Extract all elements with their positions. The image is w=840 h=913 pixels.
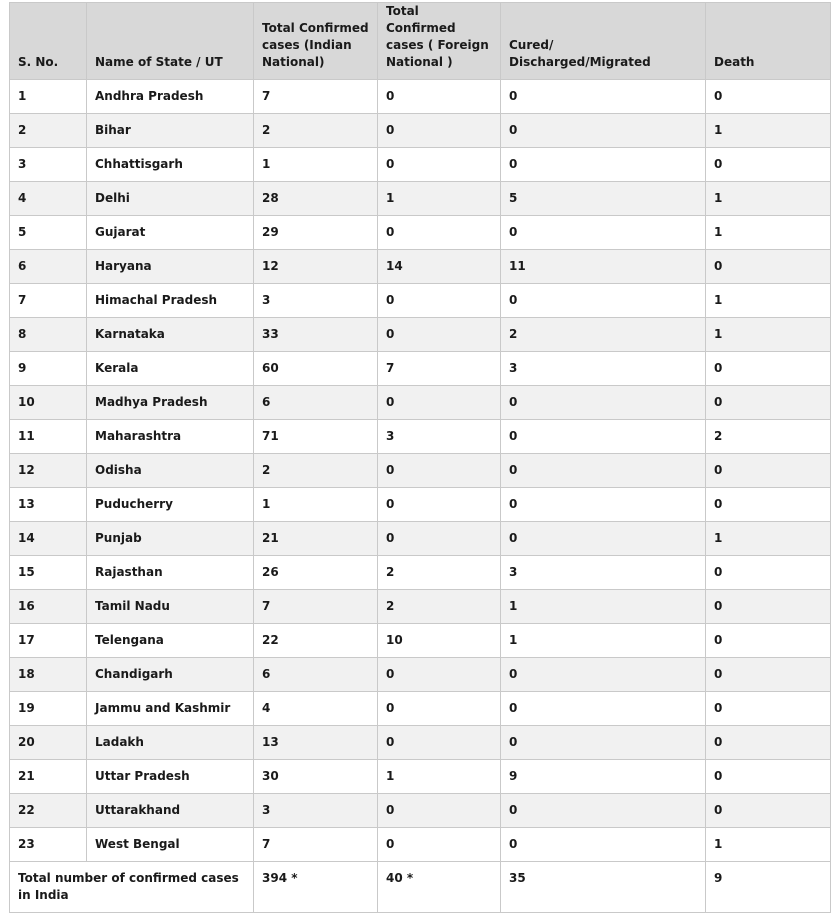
cell-cured: 0 bbox=[501, 488, 706, 522]
cell-state-name: Puducherry bbox=[87, 488, 254, 522]
cell-state-name: Kerala bbox=[87, 352, 254, 386]
cell-confirmed-indian: 7 bbox=[254, 590, 378, 624]
table-row bbox=[10, 828, 831, 862]
header-state-name: Name of State / UT bbox=[87, 3, 254, 80]
table-row bbox=[10, 488, 831, 522]
cell-cured: 0 bbox=[501, 386, 706, 420]
cell-confirmed-indian: 1 bbox=[254, 148, 378, 182]
cell-confirmed-foreign: 0 bbox=[378, 488, 501, 522]
table-row bbox=[10, 760, 831, 794]
cell-confirmed-foreign: 0 bbox=[378, 522, 501, 556]
cell-death: 0 bbox=[706, 386, 831, 420]
cell-serial-number: 7 bbox=[10, 284, 87, 318]
cell-confirmed-indian: 2 bbox=[254, 454, 378, 488]
cell-cured: 0 bbox=[501, 284, 706, 318]
cell-cured: 0 bbox=[501, 522, 706, 556]
cell-state-name: Punjab bbox=[87, 522, 254, 556]
cell-cured: 0 bbox=[501, 216, 706, 250]
cell-cured: 0 bbox=[501, 692, 706, 726]
cell-death: 1 bbox=[706, 318, 831, 352]
cell-confirmed-foreign: 7 bbox=[378, 352, 501, 386]
cell-state-name: Chandigarh bbox=[87, 658, 254, 692]
cell-cured: 0 bbox=[501, 454, 706, 488]
cell-confirmed-foreign: 0 bbox=[378, 80, 501, 114]
table-row bbox=[10, 522, 831, 556]
table-row bbox=[10, 556, 831, 590]
table-row bbox=[10, 590, 831, 624]
cell-death: 1 bbox=[706, 828, 831, 862]
table-header-row bbox=[10, 3, 831, 80]
table-row bbox=[10, 454, 831, 488]
cell-serial-number: 12 bbox=[10, 454, 87, 488]
cell-death: 0 bbox=[706, 250, 831, 284]
table-row bbox=[10, 386, 831, 420]
cell-confirmed-foreign: 2 bbox=[378, 556, 501, 590]
cell-death: 0 bbox=[706, 148, 831, 182]
cell-confirmed-foreign: 0 bbox=[378, 318, 501, 352]
cell-cured: 0 bbox=[501, 794, 706, 828]
header-cured: Cured/ Discharged/Migrated bbox=[501, 3, 706, 80]
header-confirmed-indian: Total Confirmed cases (Indian National) bbox=[254, 3, 378, 80]
cell-state-name: Bihar bbox=[87, 114, 254, 148]
table-row bbox=[10, 624, 831, 658]
cell-cured: 0 bbox=[501, 114, 706, 148]
cell-confirmed-foreign: 0 bbox=[378, 216, 501, 250]
cell-state-name: Jammu and Kashmir bbox=[87, 692, 254, 726]
total-death: 9 bbox=[706, 862, 831, 913]
table-row bbox=[10, 250, 831, 284]
cell-confirmed-indian: 13 bbox=[254, 726, 378, 760]
cell-confirmed-foreign: 0 bbox=[378, 284, 501, 318]
cell-death: 0 bbox=[706, 590, 831, 624]
cell-serial-number: 3 bbox=[10, 148, 87, 182]
cell-serial-number: 5 bbox=[10, 216, 87, 250]
cell-death: 1 bbox=[706, 216, 831, 250]
cell-confirmed-foreign: 0 bbox=[378, 794, 501, 828]
table-row bbox=[10, 114, 831, 148]
total-indian: 394 * bbox=[254, 862, 378, 913]
cell-confirmed-indian: 7 bbox=[254, 80, 378, 114]
cell-state-name: Tamil Nadu bbox=[87, 590, 254, 624]
cell-confirmed-indian: 4 bbox=[254, 692, 378, 726]
cell-state-name: Uttar Pradesh bbox=[87, 760, 254, 794]
total-cured: 35 bbox=[501, 862, 706, 913]
cell-cured: 9 bbox=[501, 760, 706, 794]
cell-death: 1 bbox=[706, 114, 831, 148]
cell-confirmed-indian: 7 bbox=[254, 828, 378, 862]
cell-death: 0 bbox=[706, 726, 831, 760]
cell-state-name: Telengana bbox=[87, 624, 254, 658]
cell-serial-number: 1 bbox=[10, 80, 87, 114]
cell-confirmed-indian: 26 bbox=[254, 556, 378, 590]
cell-serial-number: 8 bbox=[10, 318, 87, 352]
cell-serial-number: 21 bbox=[10, 760, 87, 794]
cell-state-name: Himachal Pradesh bbox=[87, 284, 254, 318]
cell-death: 2 bbox=[706, 420, 831, 454]
cell-state-name: Delhi bbox=[87, 182, 254, 216]
table-row bbox=[10, 352, 831, 386]
total-label: Total number of confirmed cases in India bbox=[10, 862, 254, 913]
cell-serial-number: 4 bbox=[10, 182, 87, 216]
cell-confirmed-foreign: 0 bbox=[378, 828, 501, 862]
total-row bbox=[10, 862, 831, 913]
cell-confirmed-indian: 30 bbox=[254, 760, 378, 794]
cell-cured: 0 bbox=[501, 420, 706, 454]
cell-confirmed-foreign: 3 bbox=[378, 420, 501, 454]
cell-serial-number: 6 bbox=[10, 250, 87, 284]
cell-confirmed-indian: 21 bbox=[254, 522, 378, 556]
cell-confirmed-indian: 6 bbox=[254, 386, 378, 420]
cell-confirmed-indian: 22 bbox=[254, 624, 378, 658]
table-row bbox=[10, 216, 831, 250]
cell-confirmed-indian: 12 bbox=[254, 250, 378, 284]
cell-confirmed-indian: 1 bbox=[254, 488, 378, 522]
cell-serial-number: 15 bbox=[10, 556, 87, 590]
cell-death: 0 bbox=[706, 624, 831, 658]
cell-death: 0 bbox=[706, 352, 831, 386]
table-body bbox=[10, 80, 831, 862]
cell-state-name: Karnataka bbox=[87, 318, 254, 352]
cell-confirmed-foreign: 0 bbox=[378, 658, 501, 692]
cell-serial-number: 10 bbox=[10, 386, 87, 420]
cell-confirmed-indian: 2 bbox=[254, 114, 378, 148]
header-confirmed-foreign: Total Confirmed cases ( Foreign National ) bbox=[378, 3, 501, 80]
cell-cured: 0 bbox=[501, 726, 706, 760]
cell-confirmed-foreign: 0 bbox=[378, 726, 501, 760]
cell-serial-number: 16 bbox=[10, 590, 87, 624]
cell-death: 0 bbox=[706, 760, 831, 794]
cell-cured: 1 bbox=[501, 624, 706, 658]
table-row bbox=[10, 420, 831, 454]
cell-death: 0 bbox=[706, 658, 831, 692]
cell-state-name: Andhra Pradesh bbox=[87, 80, 254, 114]
header-death: Death bbox=[706, 3, 831, 80]
cell-confirmed-indian: 33 bbox=[254, 318, 378, 352]
cell-state-name: Haryana bbox=[87, 250, 254, 284]
cell-death: 0 bbox=[706, 488, 831, 522]
cell-serial-number: 18 bbox=[10, 658, 87, 692]
cell-cured: 3 bbox=[501, 556, 706, 590]
cell-serial-number: 14 bbox=[10, 522, 87, 556]
cell-state-name: Madhya Pradesh bbox=[87, 386, 254, 420]
cell-serial-number: 9 bbox=[10, 352, 87, 386]
cell-state-name: Odisha bbox=[87, 454, 254, 488]
table-row bbox=[10, 148, 831, 182]
cell-cured: 11 bbox=[501, 250, 706, 284]
cell-cured: 0 bbox=[501, 148, 706, 182]
cell-death: 0 bbox=[706, 794, 831, 828]
cell-state-name: West Bengal bbox=[87, 828, 254, 862]
cell-death: 0 bbox=[706, 556, 831, 590]
cell-confirmed-indian: 29 bbox=[254, 216, 378, 250]
cell-confirmed-foreign: 0 bbox=[378, 114, 501, 148]
cell-serial-number: 17 bbox=[10, 624, 87, 658]
cell-death: 1 bbox=[706, 522, 831, 556]
cell-confirmed-foreign: 0 bbox=[378, 454, 501, 488]
cell-confirmed-indian: 60 bbox=[254, 352, 378, 386]
cell-state-name: Gujarat bbox=[87, 216, 254, 250]
cell-serial-number: 2 bbox=[10, 114, 87, 148]
table-row bbox=[10, 284, 831, 318]
cell-cured: 1 bbox=[501, 590, 706, 624]
cell-serial-number: 22 bbox=[10, 794, 87, 828]
covid-cases-table bbox=[9, 2, 831, 913]
cell-confirmed-indian: 28 bbox=[254, 182, 378, 216]
cell-state-name: Rajasthan bbox=[87, 556, 254, 590]
cell-state-name: Uttarakhand bbox=[87, 794, 254, 828]
cell-death: 1 bbox=[706, 182, 831, 216]
cell-state-name: Ladakh bbox=[87, 726, 254, 760]
cell-cured: 5 bbox=[501, 182, 706, 216]
table-row bbox=[10, 182, 831, 216]
cell-confirmed-indian: 3 bbox=[254, 284, 378, 318]
cell-confirmed-indian: 3 bbox=[254, 794, 378, 828]
cell-cured: 3 bbox=[501, 352, 706, 386]
cell-cured: 2 bbox=[501, 318, 706, 352]
cell-confirmed-foreign: 1 bbox=[378, 760, 501, 794]
table-row bbox=[10, 80, 831, 114]
cell-confirmed-foreign: 2 bbox=[378, 590, 501, 624]
cell-confirmed-indian: 71 bbox=[254, 420, 378, 454]
cell-confirmed-indian: 6 bbox=[254, 658, 378, 692]
cell-serial-number: 23 bbox=[10, 828, 87, 862]
cell-serial-number: 20 bbox=[10, 726, 87, 760]
cell-death: 0 bbox=[706, 692, 831, 726]
cell-confirmed-foreign: 0 bbox=[378, 386, 501, 420]
cell-cured: 0 bbox=[501, 80, 706, 114]
table-row bbox=[10, 318, 831, 352]
cell-confirmed-foreign: 14 bbox=[378, 250, 501, 284]
total-foreign: 40 * bbox=[378, 862, 501, 913]
cell-confirmed-foreign: 0 bbox=[378, 692, 501, 726]
cell-serial-number: 11 bbox=[10, 420, 87, 454]
cell-death: 1 bbox=[706, 284, 831, 318]
cell-confirmed-foreign: 1 bbox=[378, 182, 501, 216]
cell-death: 0 bbox=[706, 454, 831, 488]
cell-cured: 0 bbox=[501, 828, 706, 862]
cell-serial-number: 13 bbox=[10, 488, 87, 522]
cell-state-name: Chhattisgarh bbox=[87, 148, 254, 182]
table-row bbox=[10, 692, 831, 726]
cell-cured: 0 bbox=[501, 658, 706, 692]
table-row bbox=[10, 794, 831, 828]
cell-state-name: Maharashtra bbox=[87, 420, 254, 454]
table-row bbox=[10, 658, 831, 692]
cell-serial-number: 19 bbox=[10, 692, 87, 726]
table-row bbox=[10, 726, 831, 760]
cell-death: 0 bbox=[706, 80, 831, 114]
header-serial-number: S. No. bbox=[10, 3, 87, 80]
cell-confirmed-foreign: 10 bbox=[378, 624, 501, 658]
cell-confirmed-foreign: 0 bbox=[378, 148, 501, 182]
